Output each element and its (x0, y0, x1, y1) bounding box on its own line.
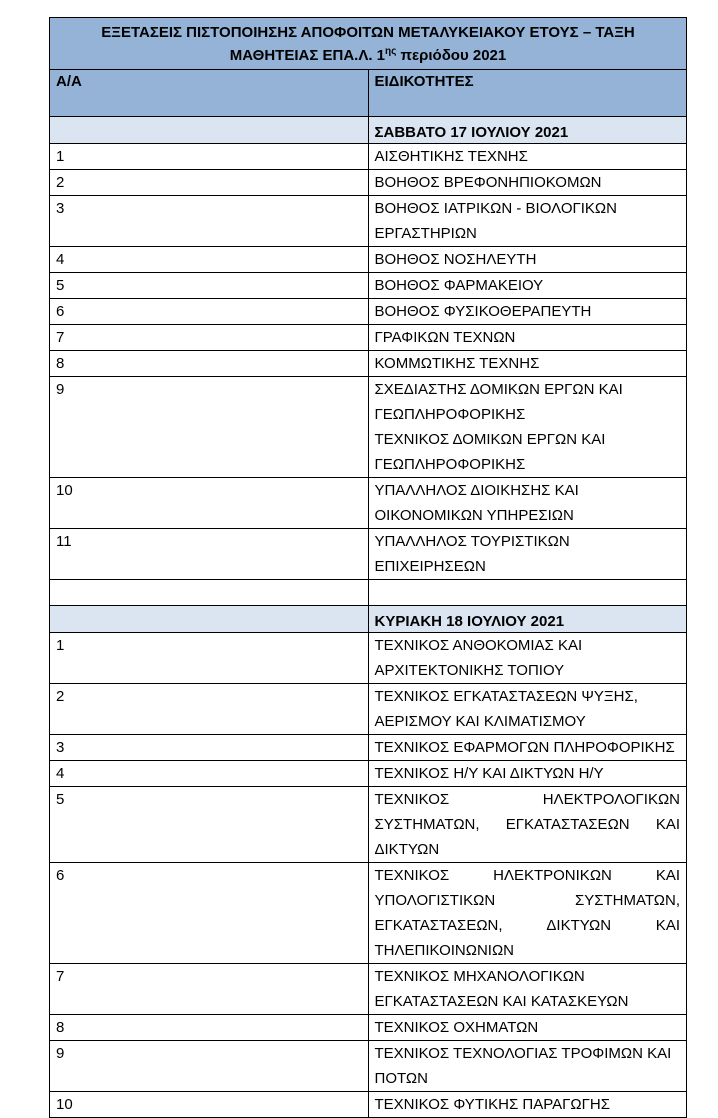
table-row (50, 964, 687, 1015)
row-number: 9 (50, 377, 369, 478)
table-row (50, 787, 687, 863)
specialty-name: ΤΕΧΝΙΚΟΣ ΤΕΧΝΟΛΟΓΙΑΣ ΤΡΟΦΙΜΩΝ ΚΑΙ ΠΟΤΩΝ (368, 1041, 687, 1092)
table-row (50, 684, 687, 735)
row-number: 2 (50, 684, 369, 735)
row-number: 6 (50, 299, 369, 325)
table-row (50, 1041, 687, 1092)
row-number: 5 (50, 273, 369, 299)
specialty-name: ΓΡΑΦΙΚΩΝ ΤΕΧΝΩΝ (368, 325, 687, 351)
row-number: 7 (50, 325, 369, 351)
specialty-name: ΒΟΗΘΟΣ ΦΥΣΙΚΟΘΕΡΑΠΕΥΤΗ (368, 299, 687, 325)
title-line-2-suffix: περιόδου 2021 (396, 47, 507, 64)
specialty-name: ΥΠΑΛΛΗΛΟΣ ΤΟΥΡΙΣΤΙΚΩΝ ΕΠΙΧΕΙΡΗΣΕΩΝ (368, 529, 687, 580)
specialty-name: ΤΕΧΝΙΚΟΣ Η/Υ ΚΑΙ ΔΙΚΤΥΩΝ Η/Υ (368, 761, 687, 787)
specialty-name: ΤΕΧΝΙΚΟΣ ΜΗΧΑΝΟΛΟΓΙΚΩΝ ΕΓΚΑΤΑΣΤΑΣΕΩΝ ΚΑΙ ΚΑΤΑΣΚΕΥΩΝ (368, 964, 687, 1015)
title-line-1: ΕΞΕΤΑΣΕΙΣ ΠΙΣΤΟΠΟΙΗΣΗΣ ΑΠΟΦΟΙΤΩΝ ΜΕΤΑΛΥΚΕΙΑΚΟΥ ΕΤΟΥΣ – ΤΑΞΗ (101, 24, 635, 41)
title-line-2-prefix: ΜΑΘΗΤΕΙΑΣ ΕΠΑ.Λ. 1 (229, 47, 386, 64)
table-row (50, 1092, 687, 1118)
specialty-name: ΤΕΧΝΙΚΟΣ ΟΧΗΜΑΤΩΝ (368, 1015, 687, 1041)
specialty-name: ΤΕΧΝΙΚΟΣ ΗΛΕΚΤΡΟΝΙΚΩΝ ΚΑΙ ΥΠΟΛΟΓΙΣΤΙΚΩΝ ΣΥΣΤΗΜΑΤΩΝ, ΕΓΚΑΤΑΣΤΑΣΕΩΝ, ΔΙΚΤΥΩΝ ΚΑΙ ΤΗΛΕΠΙΚΟΙΝΩΝΙΩΝ (368, 863, 687, 964)
exam-schedule-table (49, 17, 687, 1118)
row-number: 9 (50, 1041, 369, 1092)
table-row (50, 351, 687, 377)
row-number: 3 (50, 735, 369, 761)
row-number: 3 (50, 196, 369, 247)
row-number: 2 (50, 170, 369, 196)
specialty-name: ΒΟΗΘΟΣ ΝΟΣΗΛΕΥΤΗ (368, 247, 687, 273)
table-row (50, 247, 687, 273)
row-number: 10 (50, 1092, 369, 1118)
row-number: 6 (50, 863, 369, 964)
header-number: Α/Α (50, 70, 369, 117)
spacer-row (50, 580, 687, 606)
specialty-name: ΤΕΧΝΙΚΟΣ ΕΦΑΡΜΟΓΩΝ ΠΛΗΡΟΦΟΡΙΚΗΣ (368, 735, 687, 761)
specialty-name: ΤΕΧΝΙΚΟΣ ΦΥΤΙΚΗΣ ΠΑΡΑΓΩΓΗΣ (368, 1092, 687, 1118)
specialty-name-line-1: ΣΧΕΔΙΑΣΤΗΣ ΔΟΜΙΚΩΝ ΕΡΓΩΝ ΚΑΙ ΓΕΩΠΛΗΡΟΦΟΡΙΚΗΣ (374, 381, 623, 423)
specialty-name: ΒΟΗΘΟΣ ΦΑΡΜΑΚΕΙΟΥ (368, 273, 687, 299)
row-number: 4 (50, 247, 369, 273)
header-row (50, 70, 687, 117)
specialty-name: ΥΠΑΛΛΗΛΟΣ ΔΙΟΙΚΗΣΗΣ ΚΑΙ ΟΙΚΟΝΟΜΙΚΩΝ ΥΠΗΡΕΣΙΩΝ (368, 478, 687, 529)
table-row (50, 144, 687, 170)
day-header-row (50, 606, 687, 633)
day-header-row (50, 117, 687, 144)
specialty-name: ΚΟΜΜΩΤΙΚΗΣ ΤΕΧΝΗΣ (368, 351, 687, 377)
day-2-label: ΚΥΡΙΑΚΗ 18 ΙΟΥΛΙΟΥ 2021 (368, 606, 687, 633)
document-title (50, 18, 687, 70)
header-specialties: ΕΙΔΙΚΟΤΗΤΕΣ (368, 70, 687, 117)
day-header-empty (50, 606, 369, 633)
table-row (50, 1015, 687, 1041)
row-number: 5 (50, 787, 369, 863)
table-row (50, 273, 687, 299)
specialty-name: ΒΟΗΘΟΣ ΙΑΤΡΙΚΩΝ - ΒΙΟΛΟΓΙΚΩΝ ΕΡΓΑΣΤΗΡΙΩΝ (368, 196, 687, 247)
row-number: 11 (50, 529, 369, 580)
spacer-cell (368, 580, 687, 606)
table-row (50, 633, 687, 684)
row-number: 8 (50, 351, 369, 377)
row-number: 1 (50, 633, 369, 684)
specialty-name (368, 377, 687, 478)
row-number: 1 (50, 144, 369, 170)
title-row (50, 18, 687, 70)
row-number: 4 (50, 761, 369, 787)
row-number: 10 (50, 478, 369, 529)
specialty-name: ΤΕΧΝΙΚΟΣ ΕΓΚΑΤΑΣΤΑΣΕΩΝ ΨΥΞΗΣ, ΑΕΡΙΣΜΟΥ ΚΑΙ ΚΛΙΜΑΤΙΣΜΟΥ (368, 684, 687, 735)
specialty-name-line-2: ΤΕΧΝΙΚΟΣ ΔΟΜΙΚΩΝ ΕΡΓΩΝ ΚΑΙ ΓΕΩΠΛΗΡΟΦΟΡΙΚΗΣ (374, 431, 606, 473)
table-row (50, 529, 687, 580)
row-number: 8 (50, 1015, 369, 1041)
table-row (50, 478, 687, 529)
table-row (50, 299, 687, 325)
table-row (50, 863, 687, 964)
specialty-name: ΑΙΣΘΗΤΙΚΗΣ ΤΕΧΝΗΣ (368, 144, 687, 170)
table-row (50, 735, 687, 761)
row-number: 7 (50, 964, 369, 1015)
specialty-name: ΒΟΗΘΟΣ ΒΡΕΦΟΝΗΠΙΟΚΟΜΩΝ (368, 170, 687, 196)
title-superscript: ης (385, 46, 397, 57)
spacer-cell (50, 580, 369, 606)
table-row (50, 325, 687, 351)
table-row (50, 170, 687, 196)
table-row (50, 377, 687, 478)
day-1-label: ΣΑΒΒΑΤΟ 17 ΙΟΥΛΙΟΥ 2021 (368, 117, 687, 144)
specialty-name: ΤΕΧΝΙΚΟΣ ΗΛΕΚΤΡΟΛΟΓΙΚΩΝ ΣΥΣΤΗΜΑΤΩΝ, ΕΓΚΑΤΑΣΤΑΣΕΩΝ ΚΑΙ ΔΙΚΤΥΩΝ (368, 787, 687, 863)
table-row (50, 196, 687, 247)
specialty-name: ΤΕΧΝΙΚΟΣ ΑΝΘΟΚΟΜΙΑΣ ΚΑΙ ΑΡΧΙΤΕΚΤΟΝΙΚΗΣ ΤΟΠΙΟΥ (368, 633, 687, 684)
day-header-empty (50, 117, 369, 144)
table-row (50, 761, 687, 787)
